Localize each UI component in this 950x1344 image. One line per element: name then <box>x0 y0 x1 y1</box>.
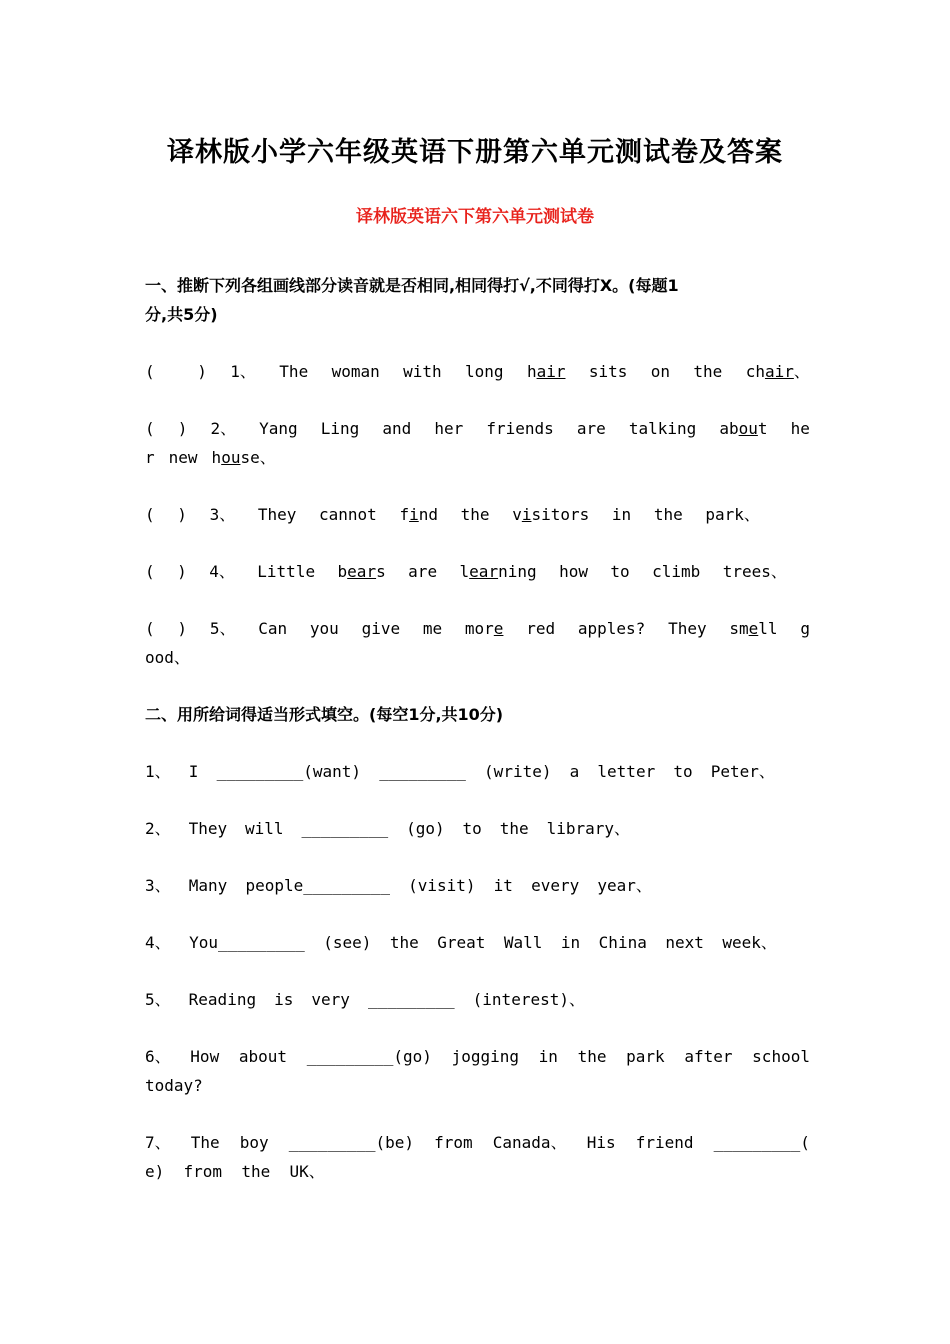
question-number: 5、 <box>145 990 171 1009</box>
word: library、 <box>546 819 630 838</box>
underlined-part: i <box>409 505 419 524</box>
underlined-part: i <box>521 505 532 524</box>
bracket-close: ) <box>177 505 187 524</box>
word: on <box>650 362 671 381</box>
bracket-open: ( <box>145 419 155 438</box>
section2-question-6-line1 <box>145 1042 810 1071</box>
word: park <box>626 1047 665 1066</box>
word: Wall <box>503 933 543 952</box>
word: cannot <box>319 505 377 524</box>
bracket-close: ) <box>187 362 207 381</box>
word: park、 <box>705 505 760 524</box>
section1-heading-line2: 分,共5分) <box>145 305 218 324</box>
document-subtitle: 译林版英语六下第六单元测试卷 <box>356 207 594 227</box>
blank: _________ <box>367 990 455 1009</box>
section2-question-5 <box>145 985 585 1014</box>
question-number: 1、 <box>230 362 256 381</box>
section1-question-4 <box>145 557 787 586</box>
bracket-close: ) <box>177 562 187 581</box>
word: to <box>610 562 630 581</box>
word: I <box>188 762 199 781</box>
question-number: 2、 <box>145 819 171 838</box>
word-bears: bears <box>337 562 386 581</box>
bracket-open: ( <box>145 562 155 581</box>
word: in <box>560 933 581 952</box>
blank: _________(want) <box>216 762 362 781</box>
word: Little <box>257 562 316 581</box>
word: give <box>361 619 401 638</box>
word: They <box>668 619 707 638</box>
word: you <box>309 619 339 638</box>
word: boy <box>239 1133 269 1152</box>
underlined-part: air <box>764 362 794 381</box>
word: it <box>493 876 513 895</box>
word-hair: hair <box>526 362 566 381</box>
word: Ling <box>320 419 360 438</box>
word-chair: chair、 <box>745 362 810 381</box>
word: very <box>311 990 350 1009</box>
word: he <box>790 419 810 438</box>
word: trees、 <box>722 562 787 581</box>
blank: You_________ <box>189 933 305 952</box>
underlined-part: e <box>493 619 504 638</box>
bracket-close: ) <box>177 419 188 438</box>
word-about: about <box>719 419 768 438</box>
word: (interest)、 <box>472 990 585 1009</box>
blank: _________(be) <box>288 1133 415 1152</box>
word-learning: learning <box>459 562 537 581</box>
underlined-part: ou <box>738 419 758 438</box>
word: r <box>145 448 155 467</box>
bracket-open: ( <box>145 505 155 524</box>
blank: _________ <box>301 819 389 838</box>
word: are <box>576 419 606 438</box>
word: Great <box>437 933 486 952</box>
bracket-close: ) <box>177 619 188 638</box>
word: the <box>693 362 723 381</box>
section2-question-7-line2 <box>145 1157 810 1186</box>
blank: _________ <box>379 762 466 781</box>
section1-question-1 <box>145 357 810 386</box>
word: apples? <box>577 619 646 638</box>
word: friend <box>635 1133 694 1152</box>
word: are <box>408 562 438 581</box>
word: jogging <box>451 1047 520 1066</box>
word: a <box>569 762 580 781</box>
word-more: more <box>464 619 504 638</box>
word: long <box>465 362 504 381</box>
underlined-part: e <box>748 619 759 638</box>
underlined-part: ear <box>347 562 377 581</box>
word: and <box>382 419 412 438</box>
word: the <box>389 933 419 952</box>
section1-question-3 <box>145 500 760 529</box>
word-house: house、 <box>211 448 276 467</box>
question-number: 4、 <box>145 933 171 952</box>
word: new <box>168 448 198 467</box>
word: letter <box>597 762 656 781</box>
word: climb <box>652 562 701 581</box>
word: (visit) <box>408 876 476 895</box>
bracket-open: ( <box>145 362 165 381</box>
question-number: 2、 <box>210 419 237 438</box>
word: They <box>188 819 228 838</box>
word: about <box>238 1047 288 1066</box>
section1-question-2-line2 <box>145 443 810 472</box>
question-number: 6、 <box>145 1047 171 1066</box>
word: with <box>403 362 442 381</box>
question-number: 4、 <box>209 562 235 581</box>
word: the <box>577 1047 607 1066</box>
question-number: 1、 <box>145 762 171 781</box>
question-number: 5、 <box>209 619 236 638</box>
word: the <box>653 505 683 524</box>
word: is <box>274 990 294 1009</box>
word: will <box>245 819 284 838</box>
section1-question-5-line1 <box>145 614 810 643</box>
word: today? <box>145 1076 203 1095</box>
word: after <box>684 1047 733 1066</box>
word-smell: smell <box>729 619 778 638</box>
word: The <box>279 362 309 381</box>
word: China <box>598 933 647 952</box>
word: Peter、 <box>710 762 775 781</box>
underlined-part: air <box>536 362 566 381</box>
word: g <box>800 619 810 638</box>
word: woman <box>331 362 380 381</box>
question-number: 3、 <box>145 876 171 895</box>
word: His <box>586 1133 616 1152</box>
word: the <box>499 819 529 838</box>
question-number: 7、 <box>145 1133 171 1152</box>
blank: _________(go) <box>306 1047 432 1066</box>
underlined-part: ear <box>469 562 499 581</box>
blank: people_________ <box>245 876 390 895</box>
section1-heading <box>145 271 810 329</box>
word: Reading <box>188 990 257 1009</box>
word: in <box>611 505 632 524</box>
word: (go) <box>406 819 445 838</box>
word: ood、 <box>145 648 190 667</box>
word: Many <box>188 876 228 895</box>
section1-heading-line1: 一、推断下列各组画线部分读音就是否相同,相同得打√,不同得打X。(每题1 <box>145 276 679 295</box>
underlined-part: ou <box>221 448 241 467</box>
word: from <box>434 1133 473 1152</box>
section1-question-2-line1 <box>145 414 810 443</box>
word: every <box>531 876 580 895</box>
word: Yang <box>259 419 298 438</box>
word: They <box>257 505 297 524</box>
section2-question-3 <box>145 871 652 900</box>
word: red <box>526 619 556 638</box>
word: The <box>190 1133 220 1152</box>
word: to <box>462 819 482 838</box>
word: friends <box>486 419 554 438</box>
word: (write) <box>484 762 552 781</box>
blank: _________( <box>713 1133 810 1152</box>
bracket-open: ( <box>145 619 155 638</box>
word: next <box>665 933 704 952</box>
word: the <box>460 505 490 524</box>
word: to <box>673 762 693 781</box>
word: talking <box>628 419 697 438</box>
word-visitors: visitors <box>512 505 590 524</box>
section2-question-4 <box>145 928 777 957</box>
section2-question-2 <box>145 814 630 843</box>
section1-question-5-line2 <box>145 643 810 672</box>
word: Can <box>258 619 288 638</box>
question-number: 3、 <box>209 505 236 524</box>
section2-question-6-line2 <box>145 1071 810 1100</box>
word: in <box>538 1047 558 1066</box>
word: her <box>434 419 464 438</box>
word: e) from the UK、 <box>145 1162 325 1181</box>
word-find: find <box>399 505 438 524</box>
word: sits <box>588 362 628 381</box>
word: year、 <box>597 876 652 895</box>
document-title: 译林版小学六年级英语下册第六单元测试卷及答案 <box>167 137 783 168</box>
word: week、 <box>722 933 777 952</box>
word: how <box>559 562 588 581</box>
section2-question-1 <box>145 757 775 786</box>
section2-heading: 二、用所给词得适当形式填空。(每空1分,共10分) <box>145 705 504 724</box>
word: school <box>752 1047 810 1066</box>
word: How <box>190 1047 220 1066</box>
word: me <box>422 619 443 638</box>
word: (see) <box>323 933 372 952</box>
word: Canada、 <box>492 1133 567 1152</box>
section2-question-7-line1 <box>145 1128 810 1157</box>
